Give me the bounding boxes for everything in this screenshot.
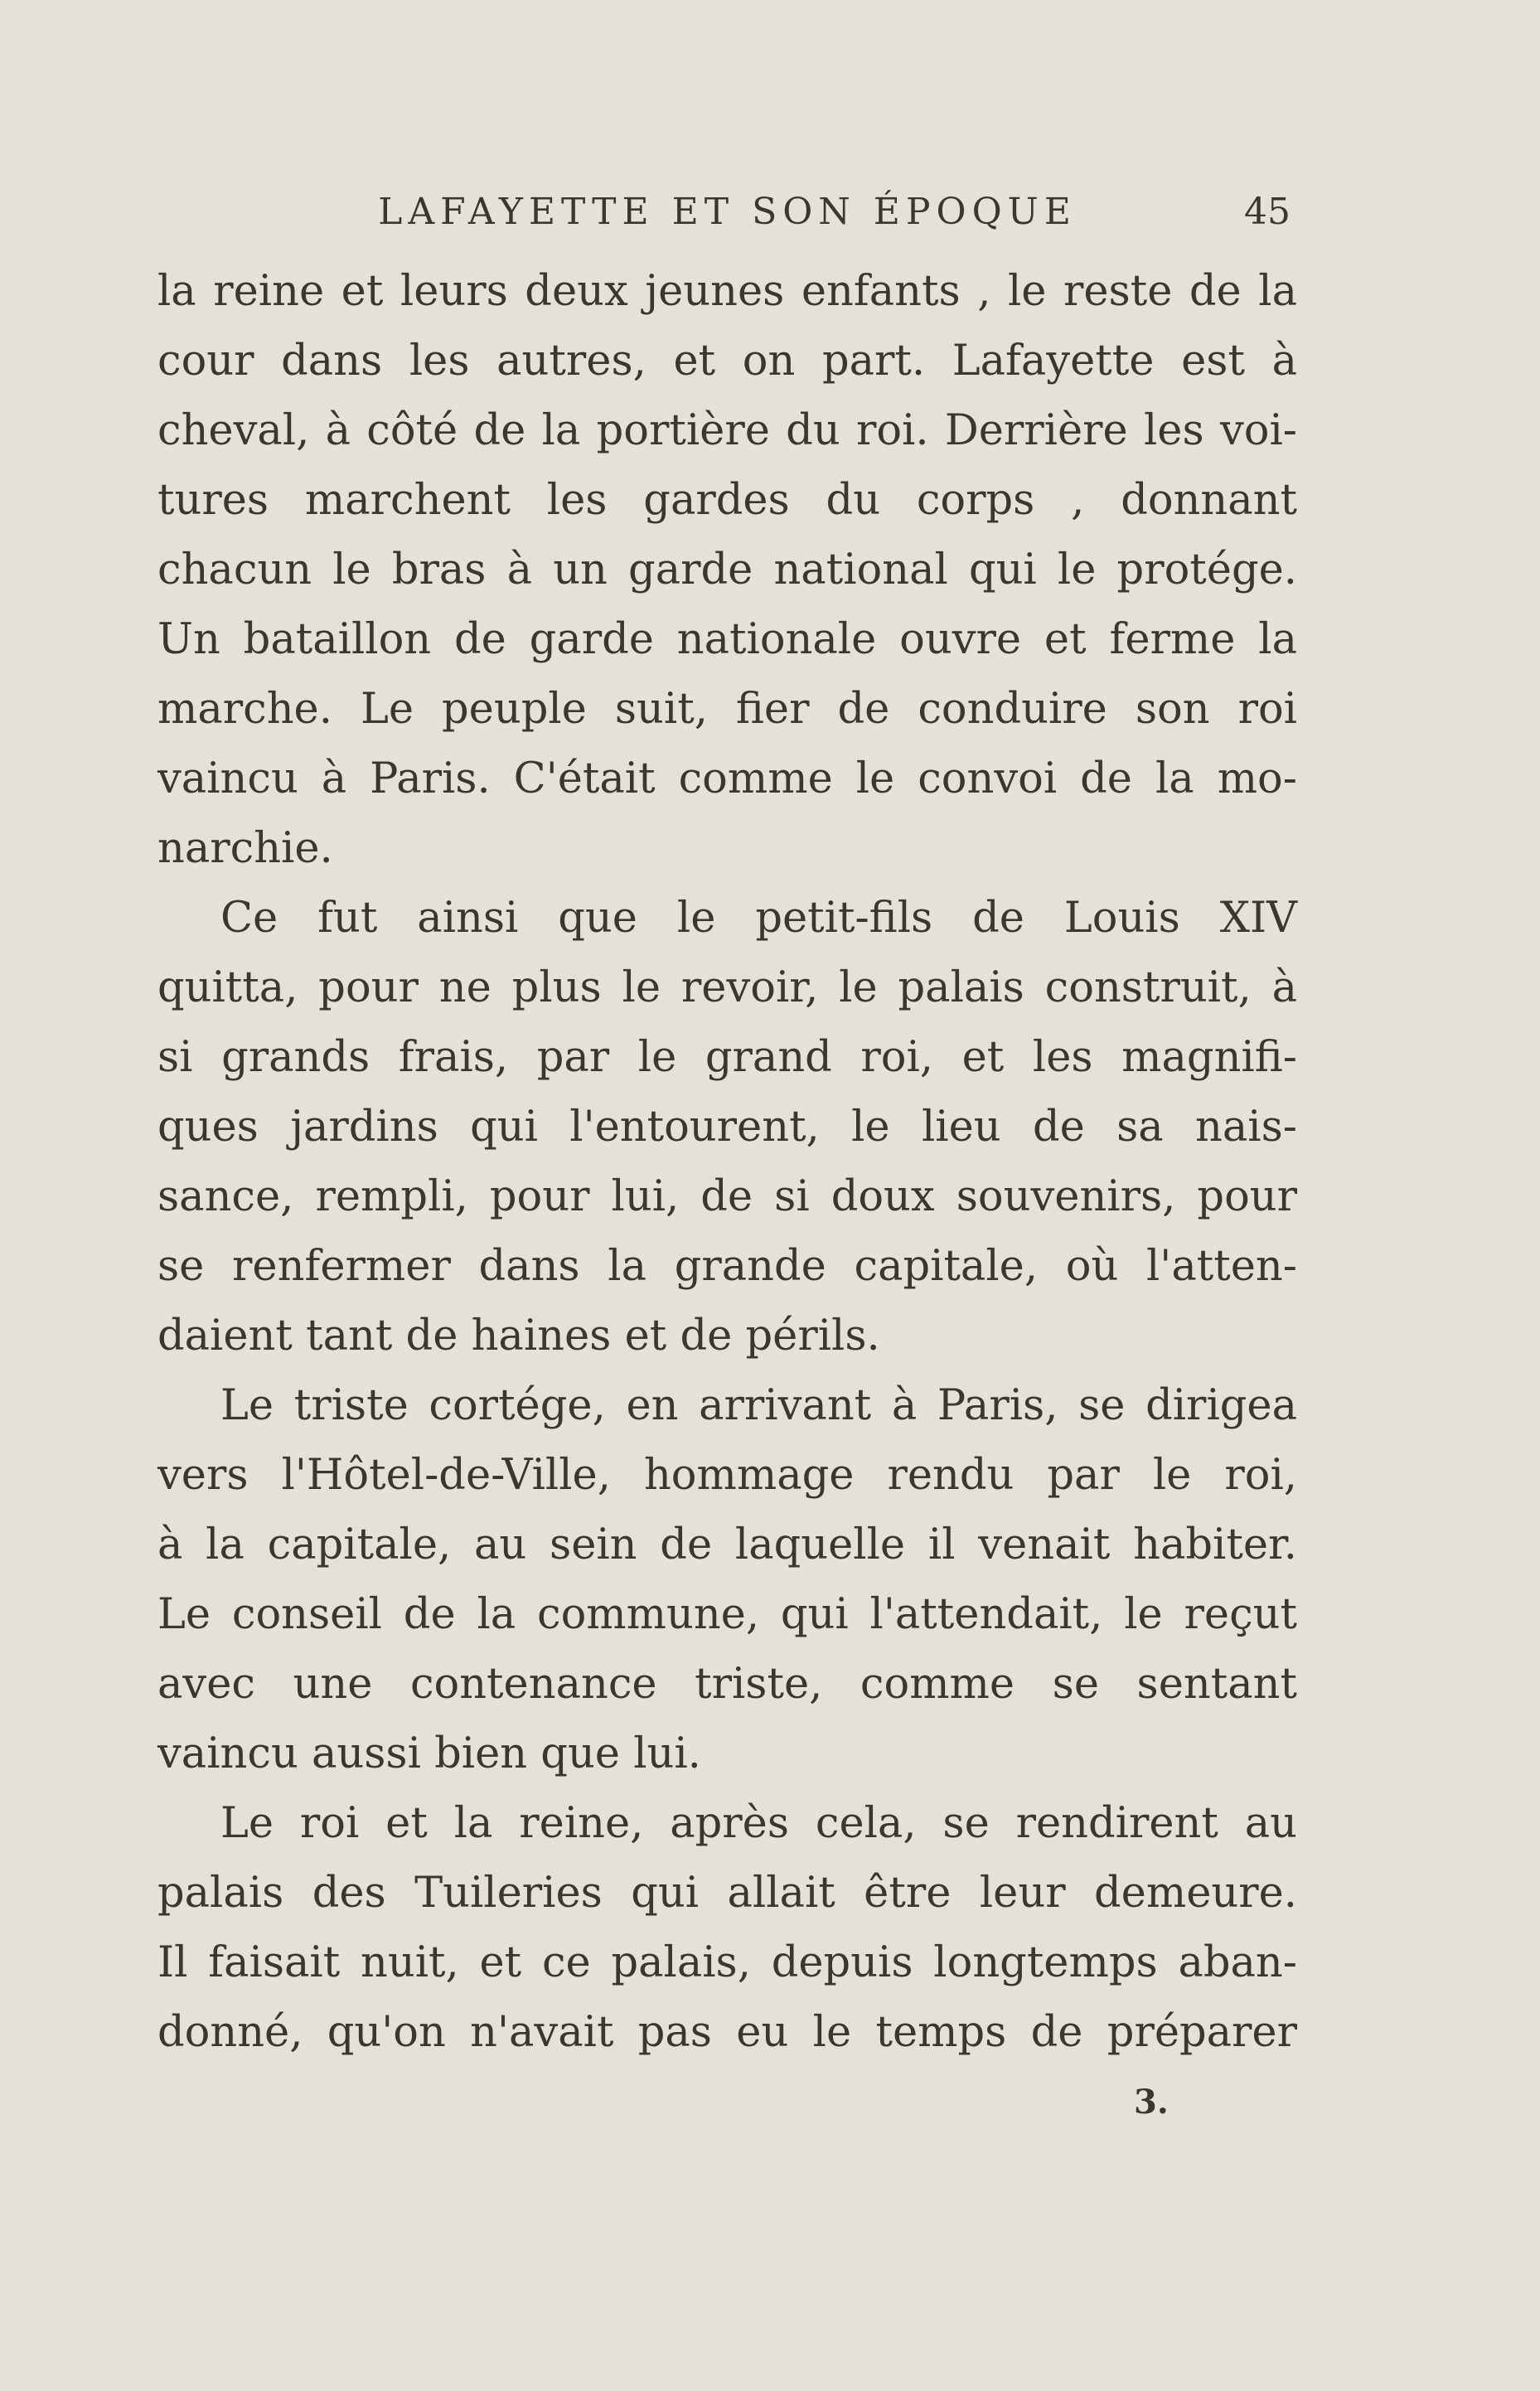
text-line: tures marchent les gardes du corps , donnant [157, 476, 1297, 525]
text-line: si grands frais, par le grand roi, et les magnifi- [157, 1033, 1297, 1082]
running-head [157, 187, 1297, 237]
text-line: palais des Tuileries qui allait être leur demeure. [157, 1869, 1297, 1918]
page-number: 45 [1244, 191, 1291, 233]
text-line: chacun le bras à un garde national qui le protége. [157, 546, 1297, 594]
text-line: cheval, à côté de la portière du roi. Derrière les voi- [157, 406, 1297, 455]
text-line: Le roi et la reine, après cela, se rendirent au [220, 1799, 1297, 1848]
body-text [157, 257, 1297, 2068]
text-line: quitta, pour ne plus le revoir, le palais construit, à [157, 963, 1297, 1012]
text-line: marche. Le peuple suit, fier de conduire son roi [157, 685, 1297, 734]
text-line: la reine et leurs deux jeunes enfants , le reste de la [157, 267, 1297, 316]
text-line: Le conseil de la commune, qui l'attendait, le reçut [157, 1590, 1297, 1639]
text-line: se renfermer dans la grande capitale, où l'atten- [157, 1242, 1297, 1291]
text-line: vaincu à Paris. C'était comme le convoi de la mo- [157, 754, 1297, 803]
text-line: Ce fut ainsi que le petit-fils de Louis XIV [220, 894, 1297, 943]
text-line: sance, rempli, pour lui, de si doux souvenirs, pour [157, 1172, 1297, 1221]
text-line: avec une contenance triste, comme se sentant [157, 1660, 1297, 1709]
text-line: vaincu aussi bien que lui. [157, 1729, 701, 1778]
text-line: narchie. [157, 824, 333, 873]
text-line: daient tant de haines et de périls. [157, 1312, 880, 1360]
running-title: LAFAYETTE ET SON ÉPOQUE [378, 191, 1077, 233]
text-line: donné, qu'on n'avait pas eu le temps de préparer [157, 2008, 1297, 2057]
text-line: ques jardins qui l'entourent, le lieu de sa nais- [157, 1103, 1297, 1152]
text-line: Le triste cortége, en arrivant à Paris, se dirigea [220, 1381, 1297, 1430]
text-line: cour dans les autres, et on part. Lafayette est à [157, 337, 1297, 386]
text-line: Il faisait nuit, et ce palais, depuis longtemps aban- [157, 1938, 1297, 1987]
text-line: Un bataillon de garde nationale ouvre et ferme la [157, 615, 1297, 664]
signature-mark: 3. [1134, 2083, 1169, 2122]
text-line: vers l'Hôtel-de-Ville, hommage rendu par le roi, [157, 1451, 1297, 1500]
text-line: à la capitale, au sein de laquelle il venait habiter. [157, 1520, 1297, 1569]
